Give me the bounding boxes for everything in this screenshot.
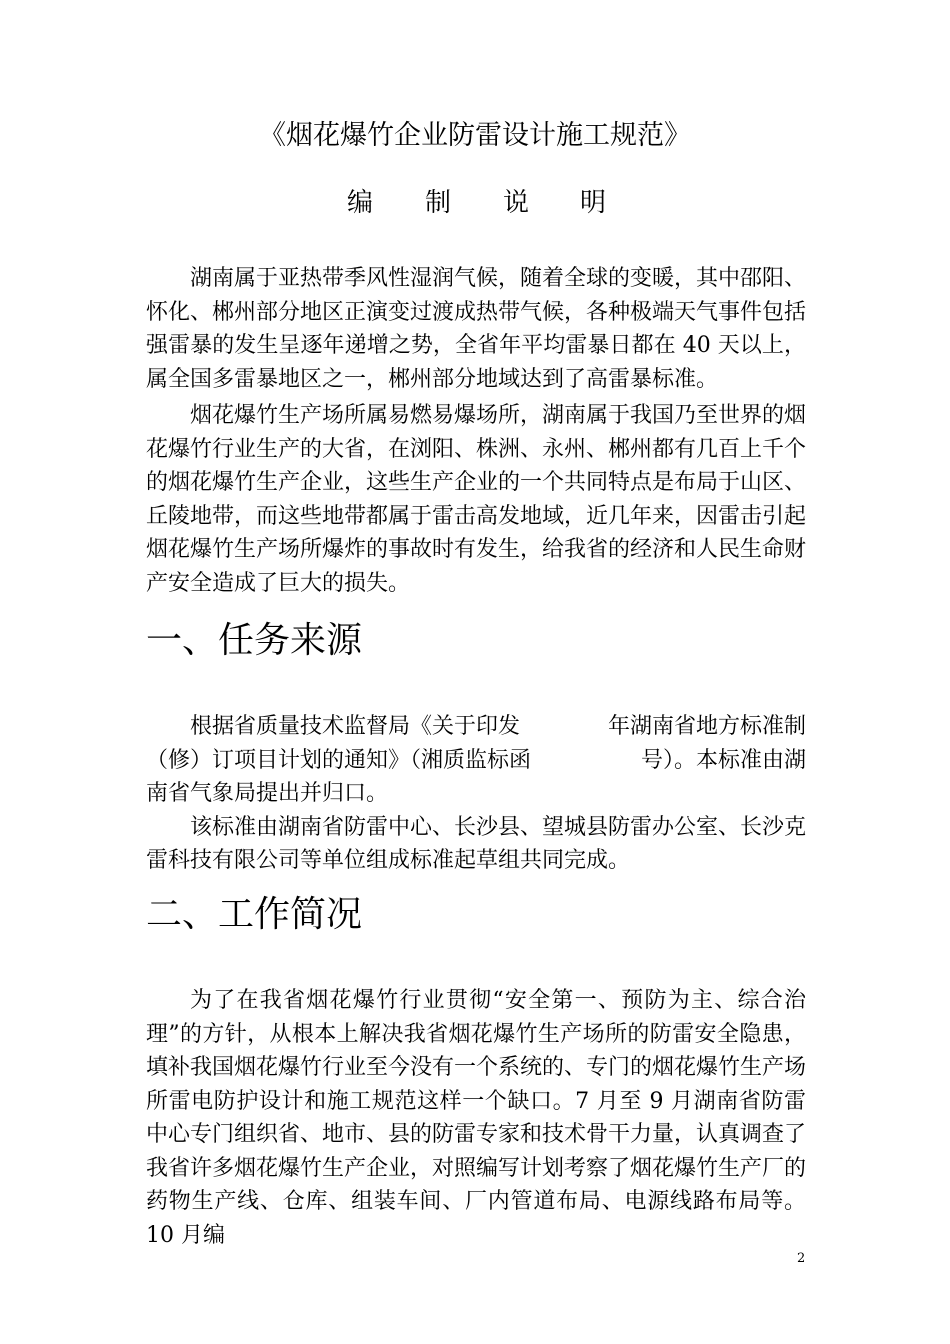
section-1-line-2-end: 号）。本标准由湖	[640, 747, 806, 773]
section-1-line-1-end: 年湖南省地方标准制	[607, 714, 806, 739]
section-1-line-1-start: 根据省质量技术监督局《关于印发	[190, 714, 521, 739]
intro-paragraph-2: 烟花爆竹生产场所属易燃易爆场所，湖南属于我国乃至世界的烟花爆竹行业生产的大省，在浏阳、株洲、永州、郴州都有几百上千个的烟花爆竹生产企业，这些生产企业的一个共同特点是布局于山区、丘陵地带，而这些地带都属于雷击高发地域，近几年来，因雷击引起烟花爆竹生产场所爆炸的事故时有发生，给我省的经济和人民生命财产安全造成了巨大的损失。	[146, 403, 807, 596]
section-1-line-1	[146, 710, 806, 744]
intro-section	[146, 262, 806, 600]
subtitle-char-4: 明	[580, 188, 607, 218]
section-2-body	[146, 984, 806, 1252]
section-2-paragraph-1: 为了在我省烟花爆竹行业贯彻“安全第一、预防为主、综合治理”的方针，从根本上解决我省烟花爆竹生产场所的防雷安全隐患，填补我国烟花爆竹行业至今没有一个系统的、专门的烟花爆竹生产场所雷电防护设计和施工规范这样一个缺口。7 月至 9 月湖南省防雷中心专门组织省、地市、县的防雷专家和技术骨干力量，认真调查了我省许多烟花爆竹生产企业，对照编写计划考察了烟花爆竹生产厂的药物生产线、仓库、组装车间、厂内管道布局、电源线路布局等。10 月编	[146, 988, 807, 1248]
section-1-body	[146, 710, 806, 878]
section-1-paragraph-2: 该标准由湖南省防雷中心、长沙县、望城县防雷办公室、长沙克雷科技有限公司等单位组成标准起草组共同完成。	[146, 814, 807, 873]
intro-paragraph-1: 湖南属于亚热带季风性湿润气候，随着全球的变暖，其中邵阳、怀化、郴州部分地区正演变过渡成热带气候，各种极端天气事件包括强雷暴的发生呈逐年递增之势，全省年平均雷暴日都在 40 天以上，属全国多雷暴地区之一，郴州部分地域达到了高雷暴标准。	[146, 266, 807, 392]
page-number: 2	[797, 1251, 806, 1266]
subtitle-char-2: 制	[425, 188, 452, 218]
document-subtitle	[0, 185, 950, 221]
subtitle-char-1: 编	[347, 188, 374, 218]
section-1-line-2-start: （修）订项目计划的通知》（湘质监标函	[146, 747, 532, 773]
section-1-line-2	[146, 744, 806, 778]
document-title: 《烟花爆竹企业防雷设计施工规范》	[259, 120, 691, 151]
section-1-line-3: 南省气象局提出并归口。	[146, 781, 389, 806]
subtitle-char-3: 说	[503, 188, 530, 218]
section-2-heading: 二、工作简况	[146, 894, 363, 935]
section-1-heading: 一、任务来源	[146, 620, 363, 661]
